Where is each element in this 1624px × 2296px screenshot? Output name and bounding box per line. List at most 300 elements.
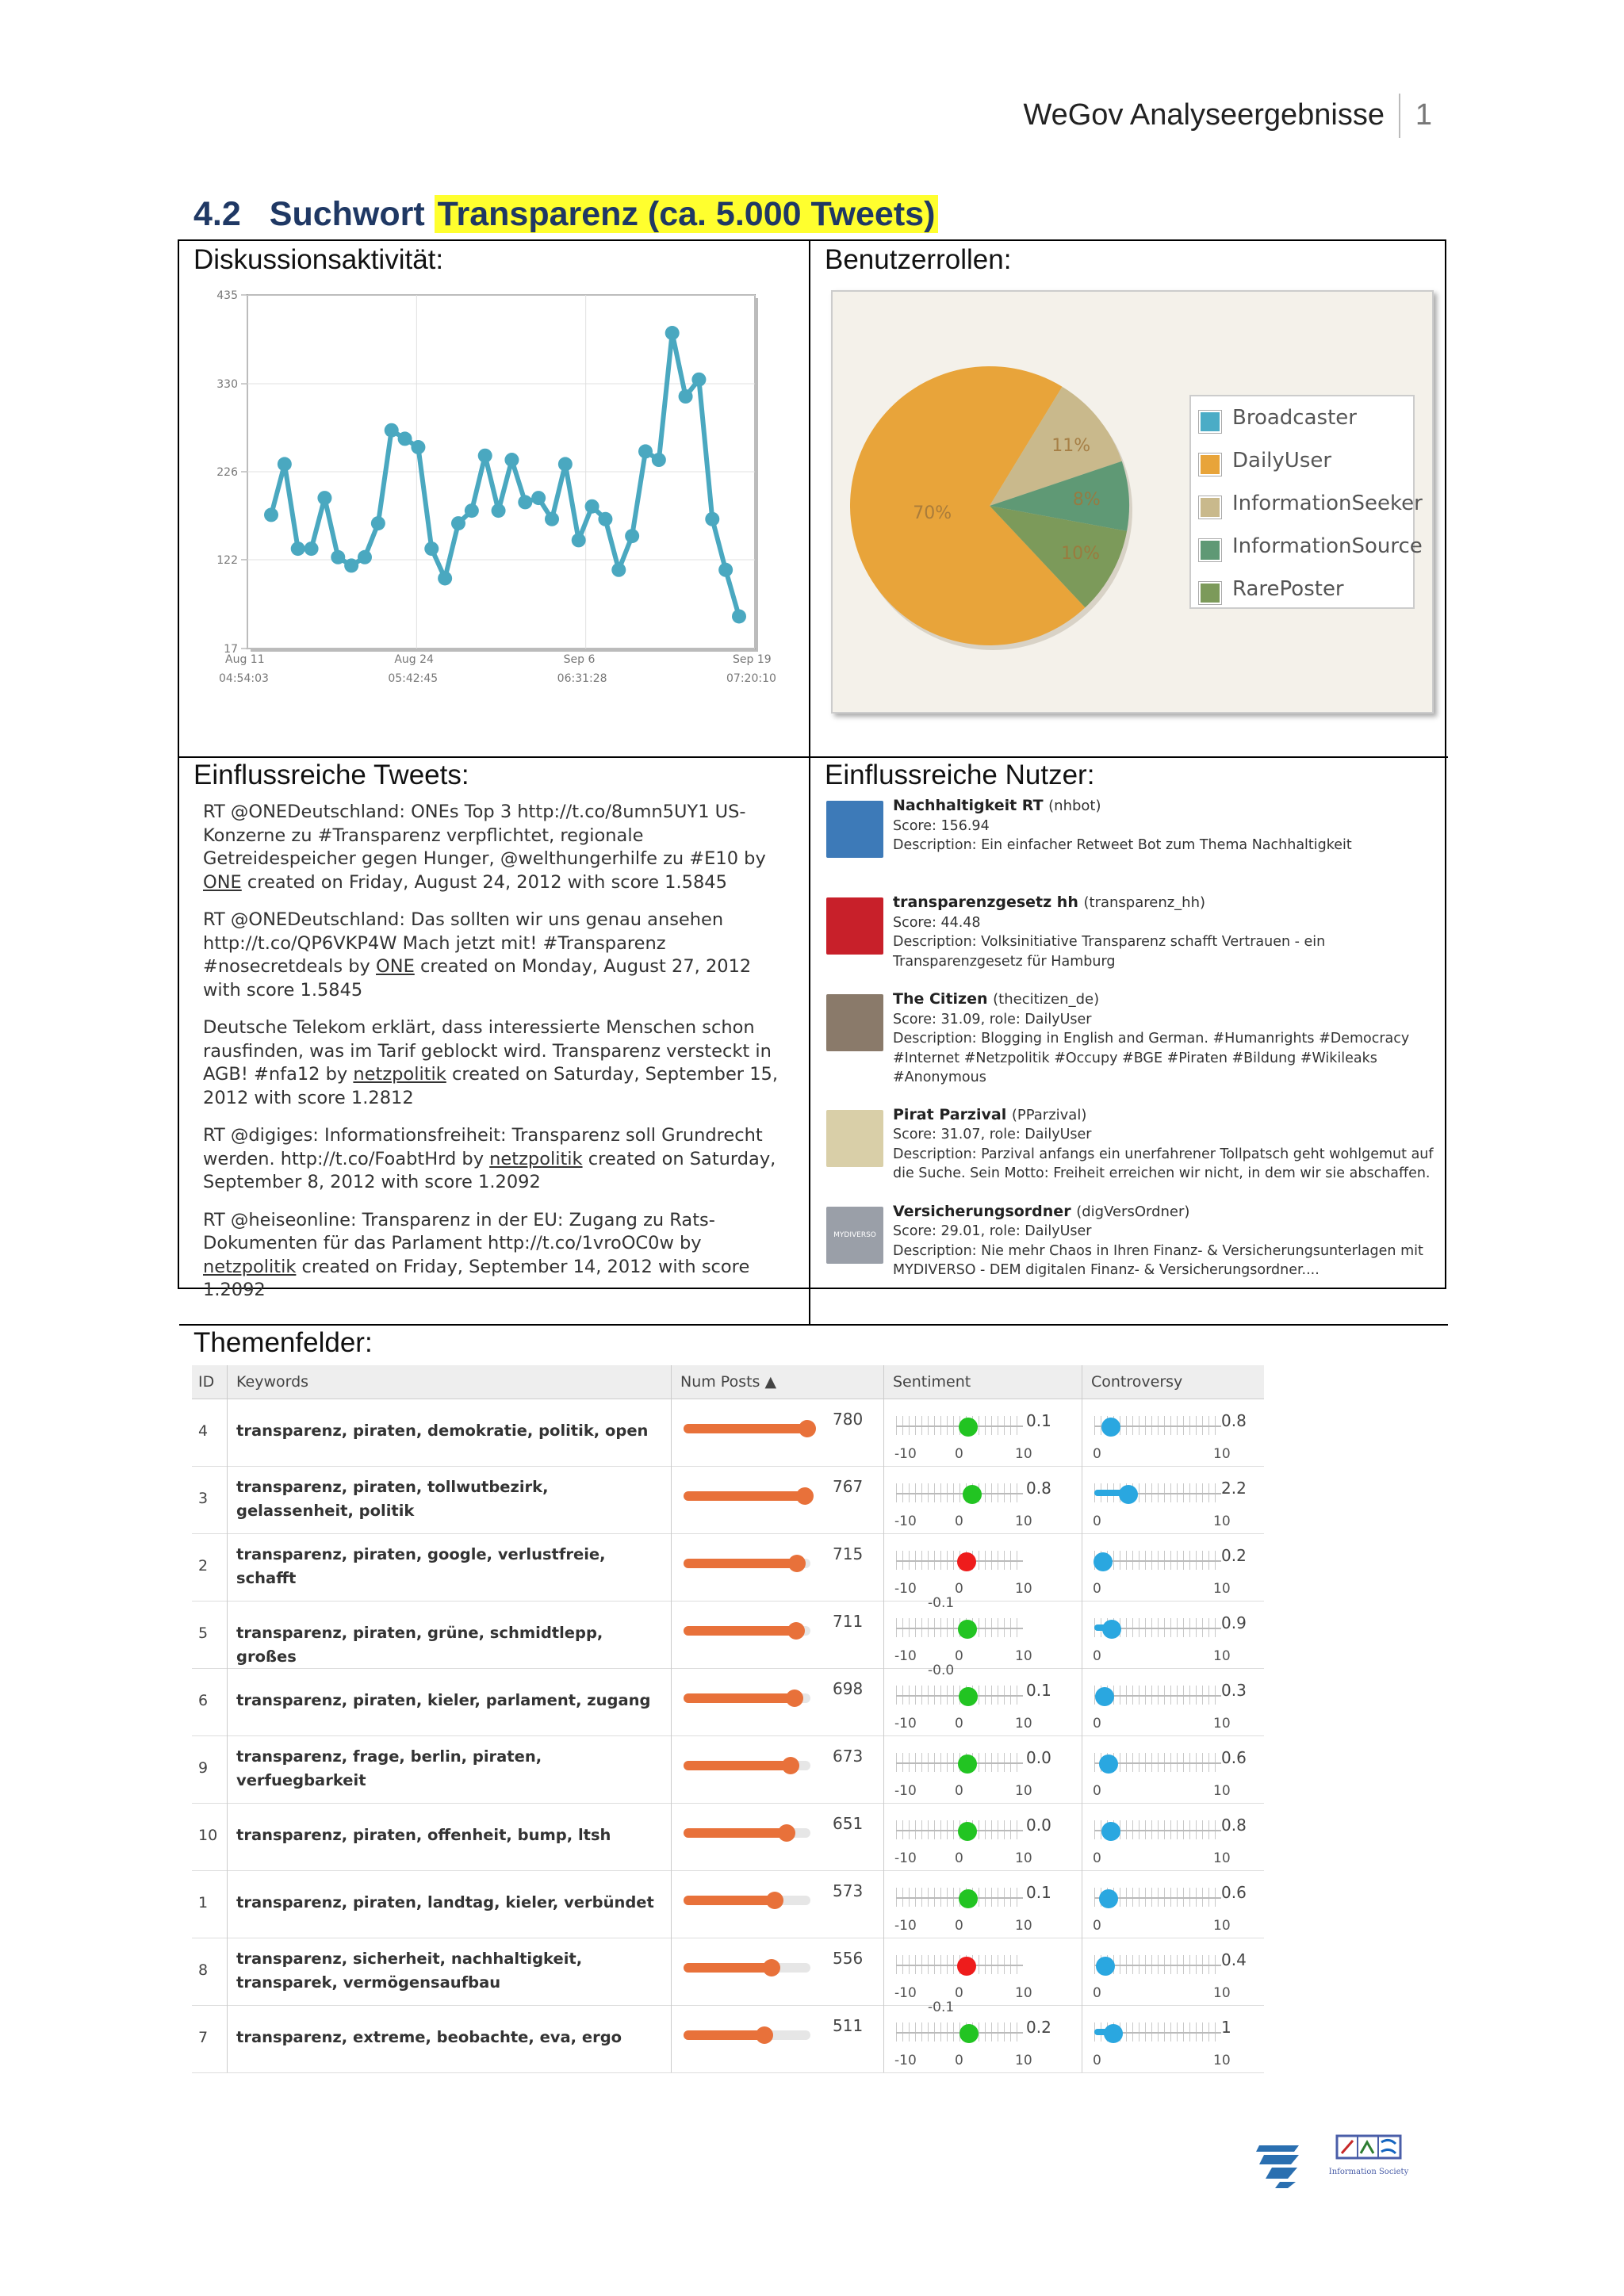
sentiment-slider[interactable] <box>894 1880 1032 1935</box>
roles-pie-panel <box>831 290 1434 714</box>
col-divider <box>671 1803 672 1870</box>
posts-slider-knob[interactable] <box>787 1622 805 1640</box>
controversy-slider[interactable] <box>1093 1880 1231 1935</box>
col-divider <box>671 1399 672 1466</box>
controversy-slider[interactable] <box>1093 1475 1231 1531</box>
controversy-knob[interactable] <box>1104 2024 1123 2043</box>
col-divider <box>671 1365 672 1399</box>
slider-track <box>1094 1560 1221 1562</box>
posts-value: 711 <box>833 1612 864 1631</box>
posts-slider-fill <box>684 1559 797 1568</box>
topics-label: Themenfelder: <box>193 1327 373 1358</box>
tweet-item <box>203 1016 790 1110</box>
tweet-text: RT @digiges: Informationsfreiheit: Transparenz soll Grundrecht werden. http://t.co/FoabtHrd by <box>203 1125 763 1169</box>
controversy-slider[interactable] <box>1093 1947 1231 2003</box>
data-point <box>492 503 506 518</box>
table-row[interactable] <box>192 1533 1264 1611</box>
posts-slider-fill <box>684 1424 807 1433</box>
table-row[interactable] <box>192 1803 1264 1871</box>
topic-keywords: transparenz, extreme, beobachte, eva, ergo <box>236 2028 622 2046</box>
posts-value: 573 <box>833 1881 864 1900</box>
controversy-value: 2.2 <box>1221 1479 1247 1498</box>
user-description: Description: Nie mehr Chaos in Ihren Finanz- & Versicherungsunterlagen mit MYDIVERSO - DEM digitalen Finanz- & Versicherungsordner.... <box>893 1242 1423 1278</box>
col-divider <box>883 1803 884 1870</box>
user-score: Score: 29.01, role: DailyUser <box>893 1223 1092 1239</box>
x-tick-label: Sep 19 <box>733 653 772 666</box>
data-point <box>304 541 319 556</box>
posts-slider-fill <box>684 1761 791 1770</box>
axis-mid-label: 0 <box>955 1513 963 1529</box>
x-tick-label: Aug 11 <box>225 653 265 666</box>
x-tick-label: Sep 6 <box>563 653 596 666</box>
slider-track <box>896 1493 1023 1494</box>
sentiment-slider[interactable] <box>894 2015 1032 2070</box>
col-divider <box>883 1668 884 1735</box>
axis-max-label: 10 <box>1015 1716 1032 1732</box>
axis-min-label: -10 <box>894 1850 917 1866</box>
legend-label: Broadcaster <box>1232 406 1357 430</box>
x-tick-time: 04:54:03 <box>219 672 269 685</box>
topic-id: 4 <box>198 1422 209 1440</box>
data-point <box>558 457 573 471</box>
x-tick-time: 07:20:10 <box>726 672 776 685</box>
controversy-value: 1 <box>1221 2018 1231 2037</box>
user-name[interactable]: The Citizen <box>893 990 994 1008</box>
sentiment-slider[interactable] <box>894 1812 1032 1868</box>
activity-label: Diskussionsaktivität: <box>193 244 444 275</box>
avatar[interactable] <box>826 801 883 858</box>
posts-slider[interactable] <box>684 1761 810 1770</box>
axis-min-label: 0 <box>1093 1918 1101 1934</box>
controversy-slider[interactable] <box>1093 1543 1231 1598</box>
axis-mid-label: 0 <box>955 1581 963 1597</box>
legend-label: InformationSeeker <box>1232 492 1423 515</box>
controversy-knob[interactable] <box>1101 1418 1120 1437</box>
col-divider <box>227 1870 228 1938</box>
col-id[interactable]: ID <box>198 1373 215 1391</box>
sentiment-slider[interactable] <box>894 1678 1032 1733</box>
axis-max-label: 10 <box>1213 1716 1231 1732</box>
section-title-highlight: Transparenz (ca. 5.000 Tweets) <box>435 195 939 233</box>
table-row[interactable] <box>192 1399 1264 1467</box>
sentiment-value: 0.1 <box>1026 1411 1051 1430</box>
posts-value: 715 <box>833 1544 864 1563</box>
user-item <box>823 989 1434 1088</box>
axis-max-label: 10 <box>1015 1581 1032 1597</box>
data-point <box>531 491 546 505</box>
data-point <box>611 563 626 577</box>
col-divider <box>883 1735 884 1803</box>
sentiment-knob[interactable] <box>958 1822 977 1841</box>
col-divider <box>227 1399 228 1466</box>
axis-min-label: 0 <box>1093 2053 1101 2068</box>
page-number: 1 <box>1415 98 1432 132</box>
legend-swatch <box>1199 496 1221 519</box>
axis-max-label: 10 <box>1015 1850 1032 1866</box>
posts-slider[interactable] <box>684 1424 810 1433</box>
data-point <box>331 550 345 564</box>
data-point <box>732 609 746 623</box>
col-posts[interactable]: Num Posts ▲ <box>680 1373 777 1391</box>
tweet-author-link[interactable]: netzpolitik <box>489 1148 583 1169</box>
col-divider <box>883 1533 884 1601</box>
user-name[interactable]: Versicherungsordner <box>893 1202 1077 1220</box>
legend-swatch <box>1199 582 1221 604</box>
col-divider <box>883 1601 884 1668</box>
controversy-slider[interactable] <box>1093 1745 1231 1800</box>
controversy-knob[interactable] <box>1095 1687 1114 1706</box>
axis-mid-label: 0 <box>955 1648 963 1664</box>
data-point <box>291 541 305 556</box>
header-divider <box>1399 94 1400 138</box>
axis-max-label: 10 <box>1015 1513 1032 1529</box>
sentiment-negative-value: -0.1 <box>928 1595 955 1611</box>
legend-swatch <box>1199 411 1221 433</box>
posts-slider-knob[interactable] <box>756 2026 773 2044</box>
user-handle: (PParzival) <box>1011 1106 1087 1123</box>
data-point <box>679 389 693 404</box>
sentiment-slider[interactable] <box>894 1408 1032 1464</box>
axis-min-label: -10 <box>894 1648 917 1664</box>
col-divider <box>883 1399 884 1466</box>
data-point <box>625 529 639 543</box>
slice-label: 8% <box>1072 490 1101 511</box>
controversy-value: 0.4 <box>1221 1950 1247 1969</box>
controversy-knob[interactable] <box>1099 1889 1118 1908</box>
user-name-line <box>893 1202 1434 1223</box>
sentiment-slider[interactable] <box>894 1947 1032 2015</box>
posts-slider[interactable] <box>684 1828 810 1838</box>
topic-id: 7 <box>198 2029 209 2046</box>
user-name[interactable]: Nachhaltigkeit RT <box>893 797 1049 814</box>
axis-max-label: 10 <box>1213 1581 1231 1597</box>
section-number: 4.2 <box>193 195 241 233</box>
controversy-slider[interactable] <box>1093 1408 1231 1464</box>
users-label: Einflussreiche Nutzer: <box>825 760 1095 790</box>
controversy-slider[interactable] <box>1093 1812 1231 1868</box>
tweet-author-link[interactable]: ONE <box>203 871 242 893</box>
posts-slider[interactable] <box>684 1559 810 1568</box>
controversy-knob[interactable] <box>1119 1485 1138 1504</box>
axis-min-label: -10 <box>894 2053 917 2068</box>
sentiment-value: 0.0 <box>1026 1816 1051 1835</box>
table-row[interactable] <box>192 1668 1264 1736</box>
user-score: Score: 31.09, role: DailyUser <box>893 1011 1092 1027</box>
tweet-item <box>203 1209 790 1303</box>
tweet-text: RT @ONEDeutschland: ONEs Top 3 http://t.co/8umn5UY1 US-Konzerne zu #Transparenz verpflichtet, regionale Getreidespeicher gegen Hunger, @welthungerhilfe zu #E10 by <box>203 802 766 869</box>
col-keywords[interactable]: Keywords <box>236 1373 309 1391</box>
data-point <box>652 453 666 467</box>
legend-swatch <box>1199 453 1221 476</box>
user-name[interactable]: Pirat Parzival <box>893 1105 1012 1123</box>
topic-keywords: transparenz, piraten, grüne, schmidtlepp, großes <box>236 1624 603 1666</box>
table-row[interactable] <box>192 2005 1264 2073</box>
avatar[interactable] <box>826 1110 883 1167</box>
sentiment-slider[interactable] <box>894 1610 1032 1678</box>
col-divider <box>671 1601 672 1668</box>
axis-min-label: 0 <box>1093 1850 1101 1866</box>
user-item <box>823 796 1434 875</box>
col-divider <box>227 1601 228 1668</box>
user-handle: (transparenz_hh) <box>1083 894 1206 911</box>
sentiment-value: 0.1 <box>1026 1883 1051 1902</box>
axis-max-label: 10 <box>1213 1648 1231 1664</box>
posts-slider-fill <box>684 1828 787 1838</box>
axis-min-label: 0 <box>1093 1581 1101 1597</box>
y-tick-label: 226 <box>216 466 238 479</box>
col-divider <box>227 1466 228 1533</box>
sentiment-negative-value: -0.0 <box>928 1663 955 1678</box>
topic-id: 1 <box>198 1894 209 1911</box>
sentiment-knob[interactable] <box>959 1687 978 1706</box>
tweet-meta: created on Saturday, September 8, 2012 with score 1.2092 <box>203 1148 776 1192</box>
table-row[interactable] <box>192 1938 1264 2015</box>
axis-min-label: -10 <box>894 1716 917 1732</box>
posts-value: 651 <box>833 1814 864 1833</box>
data-point <box>278 457 292 471</box>
data-point <box>705 512 719 526</box>
x-tick-label: Aug 24 <box>394 653 434 666</box>
tweets-list <box>203 801 790 1317</box>
posts-slider[interactable] <box>684 1963 810 1973</box>
col-sentiment[interactable]: Sentiment <box>893 1373 971 1391</box>
axis-min-label: -10 <box>894 1918 917 1934</box>
posts-slider-knob[interactable] <box>766 1892 783 1909</box>
tweet-meta: created on Friday, August 24, 2012 with score 1.5845 <box>241 871 727 893</box>
posts-value: 556 <box>833 1949 864 1968</box>
sentiment-knob[interactable] <box>957 1552 976 1571</box>
user-handle: (digVersOrdner) <box>1076 1203 1190 1220</box>
data-point <box>371 516 385 530</box>
tweet-meta: created on Friday, September 14, 2012 with score 1.2092 <box>203 1256 750 1300</box>
topic-id: 3 <box>198 1490 209 1507</box>
data-point <box>317 491 331 505</box>
user-handle: (thecitizen_de) <box>993 991 1100 1008</box>
axis-min-label: -10 <box>894 1783 917 1799</box>
controversy-value: 0.6 <box>1221 1748 1247 1767</box>
col-controversy[interactable]: Controversy <box>1091 1373 1183 1391</box>
tweet-text: RT @heiseonline: Transparenz in der EU: Zugang zu Rats-Dokumenten für das Parlament http://t.co/1vroOC0w by <box>203 1209 715 1253</box>
col-divider <box>671 1668 672 1735</box>
tweet-text: Deutsche Telekom erklärt, dass interessierte Menschen schon rausfinden, was im Tarif geblockt wird. Transparenz versteckt in AGB! #nfa12 by <box>203 1017 772 1085</box>
user-score: Score: 156.94 <box>893 817 990 834</box>
posts-value: 767 <box>833 1477 864 1496</box>
sentiment-knob[interactable] <box>959 1418 978 1437</box>
header-title: WeGov Analyseergebnisse <box>1023 98 1385 132</box>
x-tick-time: 05:42:45 <box>388 672 439 685</box>
y-tick-label: 122 <box>216 553 238 567</box>
user-description: Description: Blogging in English and German. #Humanrights #Democracy #Internet #Netzpolitik #Occupy #BGE #Piraten #Bildung #Wikileaks #Anonymous <box>893 1031 1410 1085</box>
controversy-value: 0.2 <box>1221 1546 1247 1565</box>
data-point <box>411 440 425 454</box>
col-divider <box>227 1803 228 1870</box>
axis-mid-label: 0 <box>955 1716 963 1732</box>
table-row[interactable] <box>192 1601 1264 1678</box>
users-list <box>823 796 1434 1299</box>
axis-max-label: 10 <box>1213 1850 1231 1866</box>
data-point <box>585 499 599 514</box>
posts-slider[interactable] <box>684 1626 810 1636</box>
data-point <box>465 503 479 518</box>
y-tick-label: 435 <box>216 290 238 302</box>
axis-min-label: 0 <box>1093 1446 1101 1462</box>
activity-line-chart <box>197 290 799 702</box>
user-item <box>823 1202 1434 1281</box>
axis-max-label: 10 <box>1213 1783 1231 1799</box>
data-point <box>598 512 612 526</box>
posts-slider[interactable] <box>684 2030 810 2040</box>
controversy-knob[interactable] <box>1101 1822 1120 1841</box>
col-divider <box>227 1938 228 2005</box>
axis-max-label: 10 <box>1213 2053 1231 2068</box>
slice-label: 10% <box>1061 544 1101 564</box>
controversy-slider[interactable] <box>1093 2015 1231 2070</box>
user-name-line <box>893 989 1434 1010</box>
col-divider <box>883 1466 884 1533</box>
posts-value: 673 <box>833 1747 864 1766</box>
slice-label: 11% <box>1051 436 1091 457</box>
col-divider <box>671 1870 672 1938</box>
posts-slider-knob[interactable] <box>763 1959 780 1976</box>
posts-slider-fill <box>684 2030 764 2040</box>
sentiment-negative-value: -0.1 <box>928 1999 955 2015</box>
tweet-item <box>203 909 790 1002</box>
data-point <box>264 507 278 522</box>
sentiment-slider[interactable] <box>894 1745 1032 1800</box>
topic-keywords: transparenz, sicherheit, nachhaltigkeit, transparek, vermögensaufbau <box>236 1950 583 1992</box>
posts-slider-fill <box>684 1896 775 1905</box>
topic-keywords: transparenz, piraten, kieler, parlament, zugang <box>236 1691 651 1709</box>
posts-slider-knob[interactable] <box>786 1689 803 1707</box>
topic-keywords: transparenz, frage, berlin, piraten, verfuegbarkeit <box>236 1747 542 1789</box>
user-name-line <box>893 796 1434 817</box>
sentiment-knob[interactable] <box>958 1755 977 1774</box>
page-header <box>1023 94 1440 141</box>
sentiment-value: 0.8 <box>1026 1479 1051 1498</box>
tweet-author-link[interactable]: netzpolitik <box>203 1256 297 1277</box>
posts-slider[interactable] <box>684 1896 810 1905</box>
data-point <box>344 558 358 572</box>
legend-label: InformationSource <box>1232 534 1423 558</box>
axis-min-label: 0 <box>1093 1985 1101 2001</box>
col-divider <box>883 1365 884 1399</box>
col-divider <box>883 1938 884 2005</box>
user-name[interactable]: transparenzgesetz hh <box>893 894 1084 911</box>
axis-max-label: 10 <box>1015 2053 1032 2068</box>
posts-slider-knob[interactable] <box>799 1420 816 1437</box>
avatar[interactable]: MYDIVERSO <box>826 1207 883 1264</box>
posts-slider-knob[interactable] <box>796 1487 814 1505</box>
analysis-grid <box>178 239 1446 2068</box>
controversy-slider[interactable] <box>1093 1678 1231 1733</box>
avatar[interactable] <box>826 994 883 1051</box>
sentiment-knob[interactable] <box>959 1889 978 1908</box>
tweet-author-link[interactable]: ONE <box>376 956 415 977</box>
pie-legend <box>1189 395 1423 609</box>
posts-slider[interactable] <box>684 1693 810 1703</box>
legend-label: DailyUser <box>1232 449 1332 473</box>
col-divider <box>883 1870 884 1938</box>
axis-mid-label: 0 <box>955 1918 963 1934</box>
axis-max-label: 10 <box>1213 1513 1231 1529</box>
y-tick-label: 330 <box>216 378 238 392</box>
data-point <box>638 444 653 458</box>
axis-max-label: 10 <box>1213 1985 1231 2001</box>
data-point <box>398 431 412 446</box>
posts-slider-fill <box>684 1491 805 1501</box>
posts-slider-knob[interactable] <box>788 1555 806 1572</box>
col-divider <box>671 1938 672 2005</box>
topic-keywords: transparenz, piraten, landtag, kieler, verbündet <box>236 1893 654 1911</box>
topic-id: 9 <box>198 1759 209 1777</box>
topic-id: 6 <box>198 1692 209 1709</box>
topic-keywords: transparenz, piraten, demokratie, politik, open <box>236 1422 649 1440</box>
col-divider <box>671 2005 672 2072</box>
table-row[interactable] <box>192 1466 1264 1534</box>
tweet-meta: created on Monday, August 27, 2012 with score 1.5845 <box>203 956 752 1001</box>
controversy-value: 0.3 <box>1221 1681 1247 1700</box>
sentiment-slider[interactable] <box>894 1543 1032 1611</box>
topic-id: 8 <box>198 1961 209 1979</box>
posts-value: 698 <box>833 1679 864 1698</box>
sentiment-value: 0.0 <box>1026 1748 1051 1767</box>
topic-keywords: transparenz, piraten, google, verlustfreie, schafft <box>236 1545 606 1587</box>
axis-max-label: 10 <box>1015 1648 1032 1664</box>
activity-chart <box>197 290 799 702</box>
col-divider <box>671 1466 672 1533</box>
section-title-plain: Suchwort <box>269 195 435 233</box>
table-row[interactable] <box>192 1735 1264 1804</box>
posts-slider-fill <box>684 1693 795 1703</box>
posts-slider-knob[interactable] <box>782 1757 799 1774</box>
x-tick-time: 06:31:28 <box>557 672 607 685</box>
grid-divider-1 <box>179 756 1448 758</box>
slice-label: 70% <box>913 503 952 524</box>
data-point <box>358 550 372 564</box>
tweet-author-link[interactable]: netzpolitik <box>353 1064 446 1085</box>
sentiment-slider[interactable] <box>894 1475 1032 1531</box>
controversy-value: 0.9 <box>1221 1613 1247 1632</box>
controversy-value: 0.8 <box>1221 1816 1247 1835</box>
roles-label: Benutzerrollen: <box>825 244 1012 275</box>
axis-max-label: 10 <box>1015 1446 1032 1462</box>
col-divider <box>883 2005 884 2072</box>
sentiment-knob[interactable] <box>957 1957 976 1976</box>
data-point <box>691 373 706 387</box>
controversy-knob[interactable] <box>1099 1755 1118 1774</box>
legend-swatch <box>1199 539 1221 561</box>
tweet-item <box>203 801 790 894</box>
topic-id: 2 <box>198 1557 209 1575</box>
user-handle: (nhbot) <box>1048 798 1101 814</box>
sentiment-knob[interactable] <box>958 1620 977 1639</box>
axis-min-label: -10 <box>894 1985 917 2001</box>
grid-divider-2 <box>179 1324 1448 1326</box>
axis-max-label: 10 <box>1015 1918 1032 1934</box>
avatar[interactable] <box>826 897 883 955</box>
user-description: Description: Ein einfacher Retweet Bot zum Thema Nachhaltigkeit <box>893 837 1352 853</box>
table-row[interactable] <box>192 1870 1264 1938</box>
posts-slider[interactable] <box>684 1491 810 1501</box>
controversy-slider[interactable] <box>1093 1610 1231 1666</box>
data-point <box>665 326 680 340</box>
axis-mid-label: 0 <box>955 1783 963 1799</box>
y-tick-label: 17 <box>224 643 238 656</box>
posts-slider-fill <box>684 1963 772 1973</box>
sentiment-knob[interactable] <box>959 2024 979 2043</box>
posts-slider-knob[interactable] <box>778 1824 795 1842</box>
data-point <box>478 449 492 463</box>
